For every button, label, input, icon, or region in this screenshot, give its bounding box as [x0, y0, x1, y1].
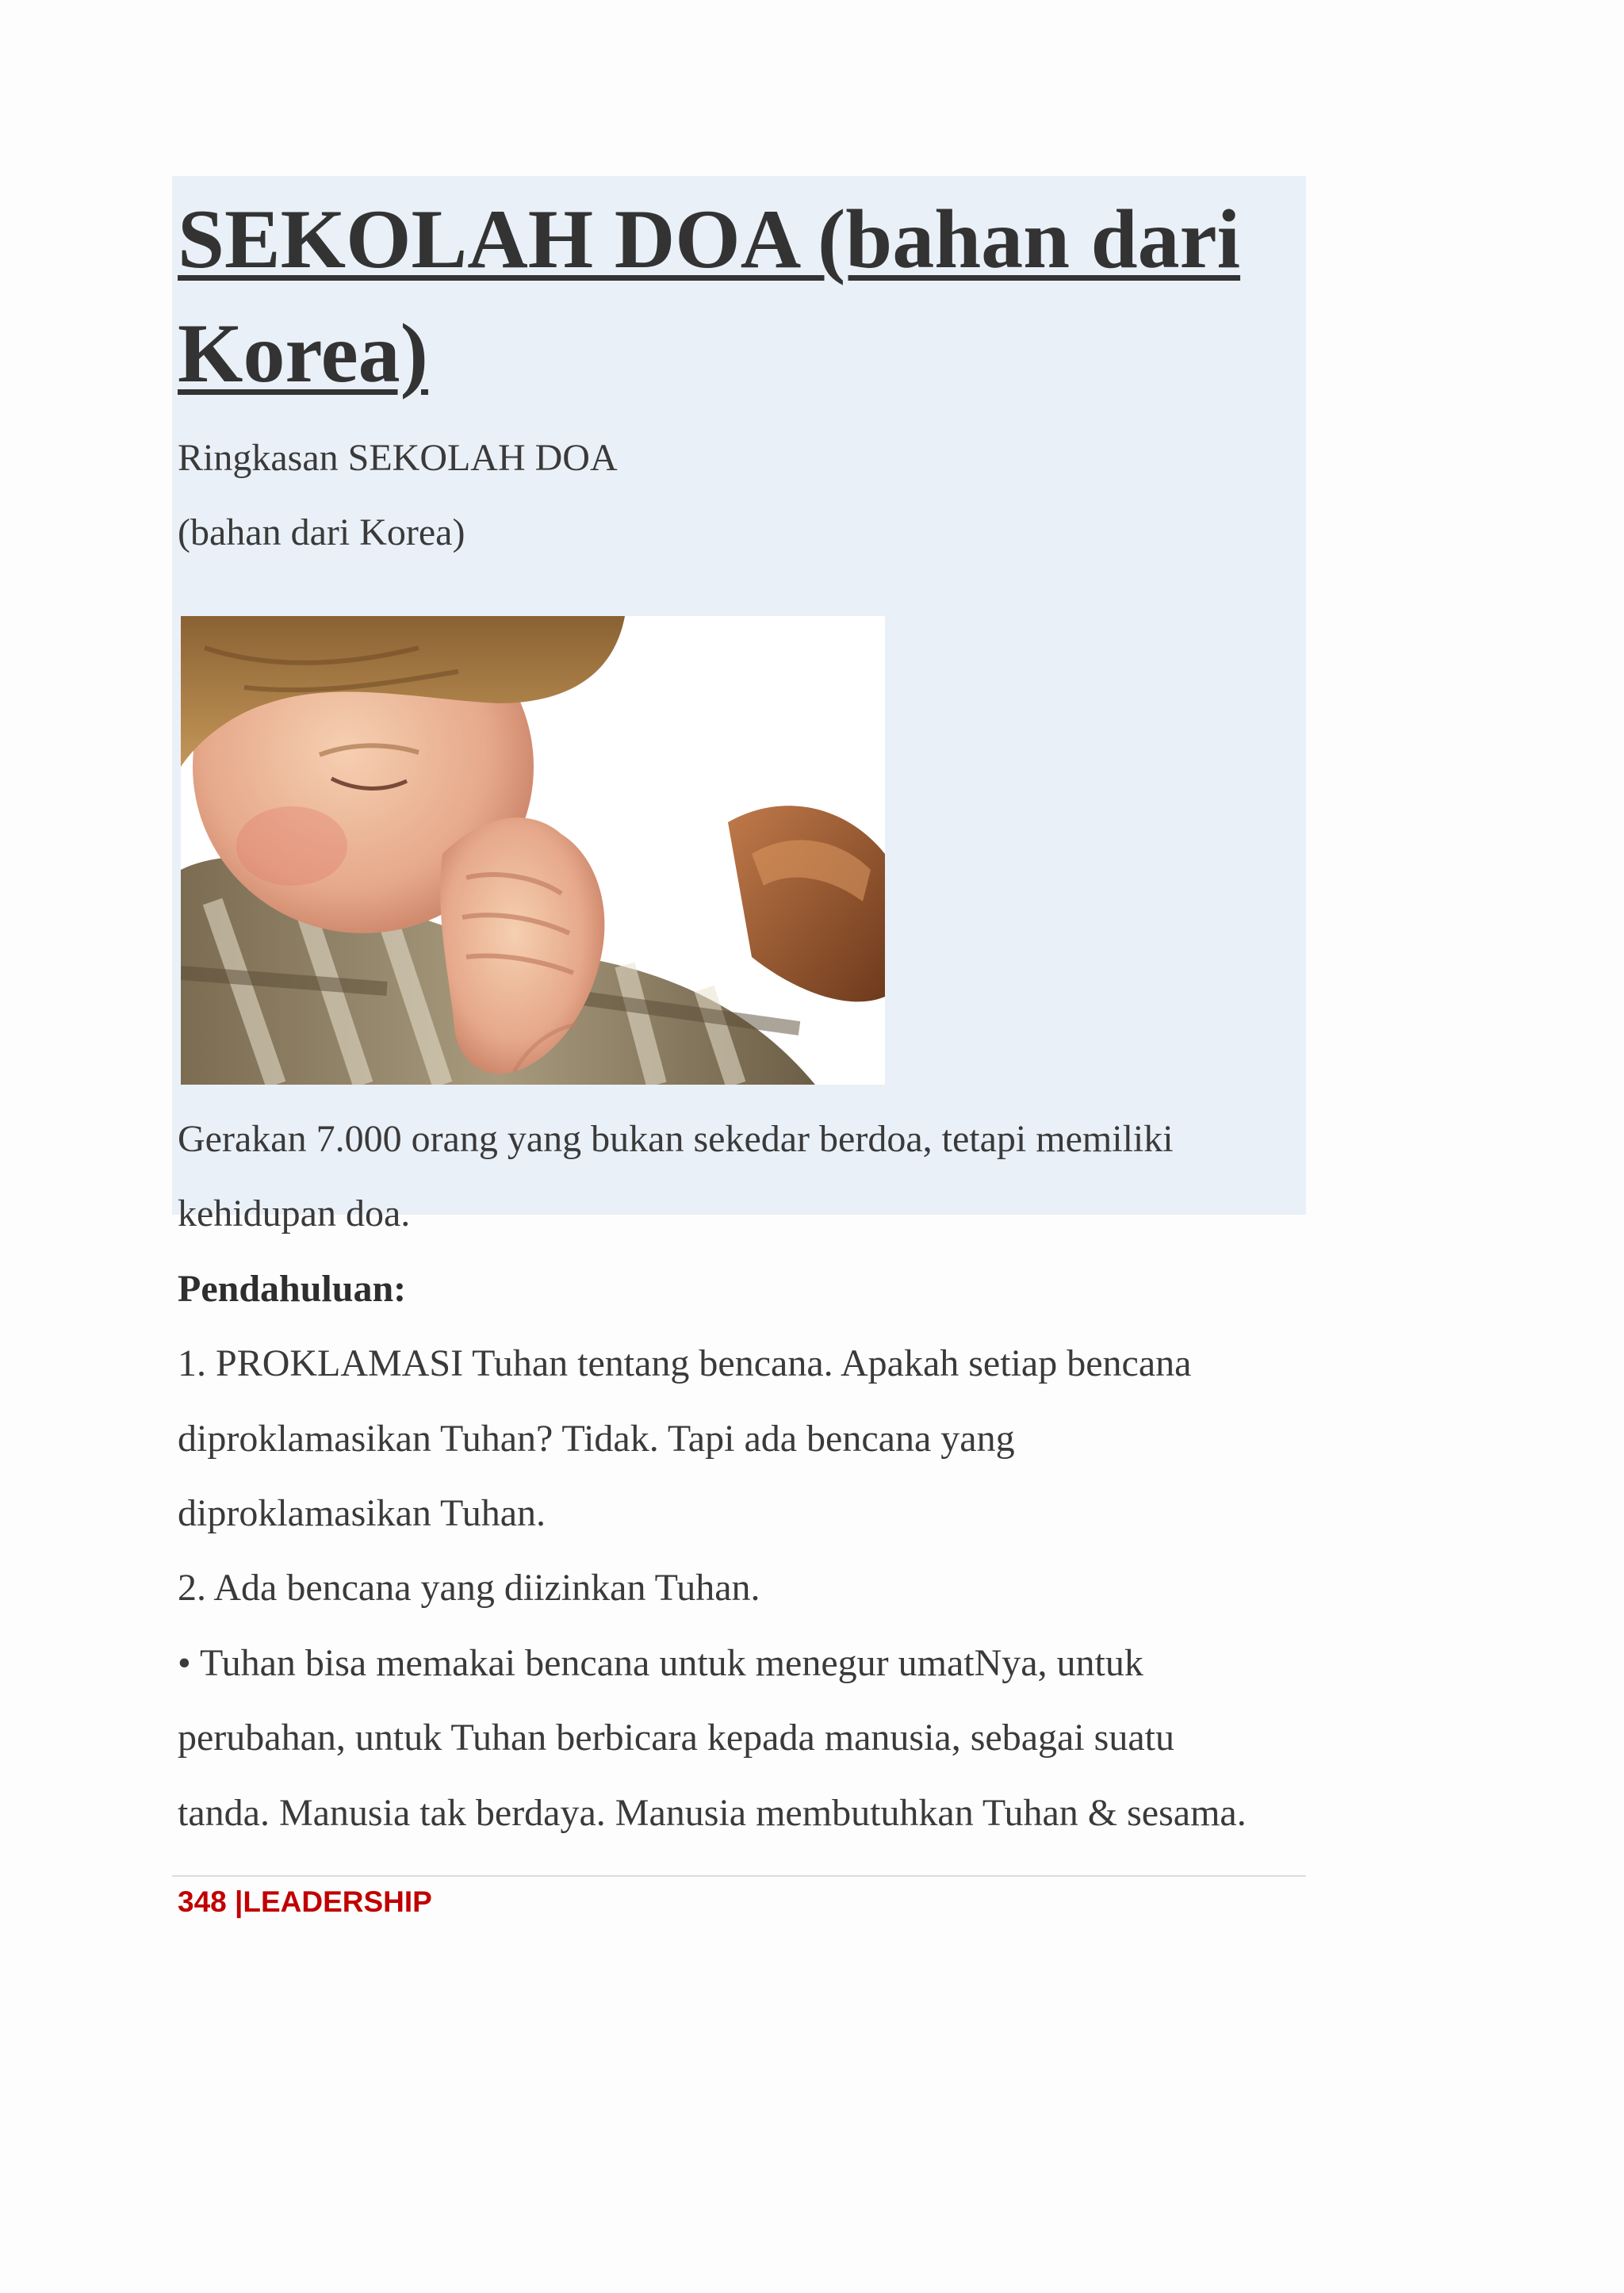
bullet-1-line-2: perubahan, untuk Tuhan berbicara kepada manusia, sebagai suatu: [178, 1717, 1174, 1759]
page-title: SEKOLAH DOA (bahan dari Korea): [178, 193, 1241, 400]
bullet-1-line-3: tanda. Manusia tak berdaya. Manusia membutuhkan Tuhan & sesama.: [178, 1792, 1247, 1834]
point-1-line-3: diproklamasikan Tuhan.: [178, 1492, 546, 1534]
point-1-line-1: 1. PROKLAMASI Tuhan tentang bencana. Apakah setiap bencana: [178, 1342, 1192, 1384]
intro-line-1: Gerakan 7.000 orang yang bukan sekedar berdoa, tetapi memiliki: [178, 1118, 1174, 1160]
subtitle-line-1: Ringkasan SEKOLAH DOA: [178, 437, 618, 479]
subtitle-line-2: (bahan dari Korea): [178, 511, 465, 553]
page-footer: 348 |LEADERSHIP: [178, 1885, 432, 1918]
bullet-1-line-1: • Tuhan bisa memakai bencana untuk menegur umatNya, untuk: [178, 1642, 1143, 1684]
praying-child-photo: [181, 616, 885, 1085]
footer-divider: [172, 1875, 1306, 1877]
point-1-line-2: diproklamasikan Tuhan? Tidak. Tapi ada bencana yang: [178, 1418, 1015, 1460]
intro-line-2: kehidupan doa.: [178, 1192, 411, 1235]
section-heading: Pendahuluan:: [178, 1268, 407, 1310]
point-2-line-1: 2. Ada bencana yang diizinkan Tuhan.: [178, 1567, 760, 1609]
